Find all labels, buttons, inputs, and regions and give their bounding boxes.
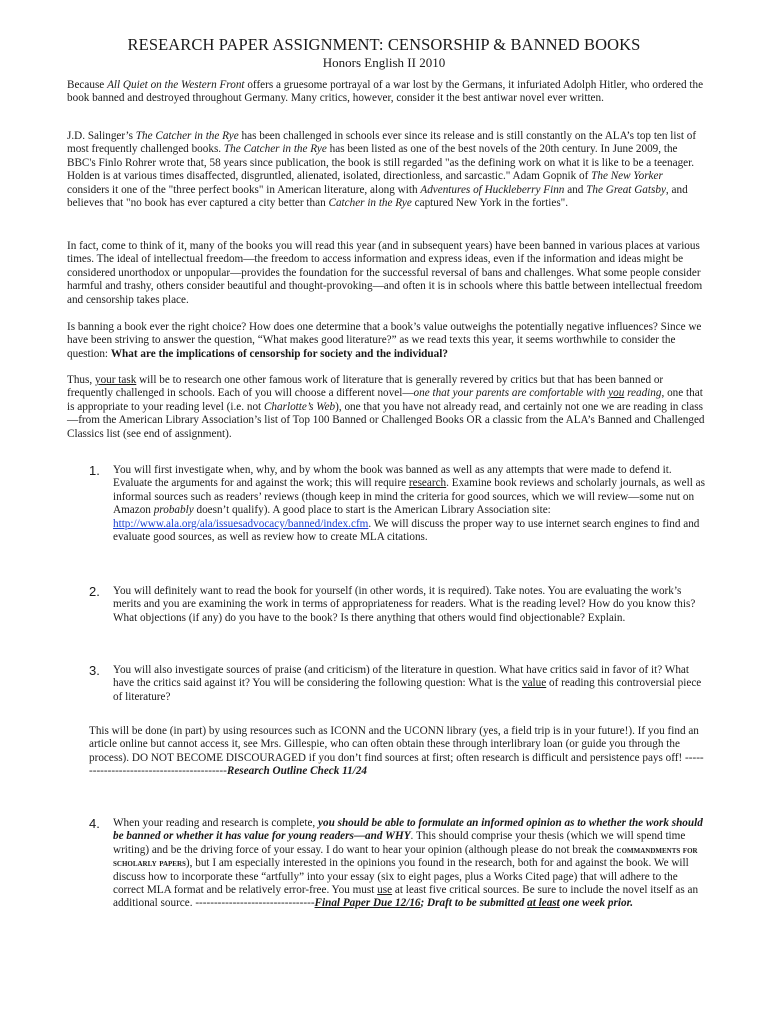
text-run: offers a gruesome portrayal of a war lost by the Germans, it infuriated Adolph Hitler, who ordered the book banned and destroyed throughout Germany. Many critics, however, consider it the best antiwar novel ever written. — [67, 79, 704, 105]
text-run: , and believes that "no book has ever captured a city better than — [67, 183, 688, 210]
list-number: 2. — [89, 584, 100, 599]
text-run: at least — [527, 897, 560, 910]
book-title: Adventures of Huckleberry Finn — [420, 183, 565, 196]
text-run: Because — [67, 79, 108, 91]
text-run: has been challenged in schools ever since its release and is still constantly on the ALA’s top ten list of most frequently challenged books. — [67, 130, 697, 156]
book-title: Catcher in the Rye — [328, 197, 412, 210]
intro-paragraph-5 — [67, 374, 707, 441]
text-run: research — [408, 477, 447, 490]
book-title: The Catcher in the Rye — [135, 130, 239, 142]
intro-paragraph-4 — [67, 321, 707, 361]
text-run: , one that is appropriate to your reading level (i.e. not — [67, 387, 703, 413]
text-run: will be to research one other famous work of literature that is generally revered by critics but that has been banned or frequently challenged in schools. Each of you will choose a different novel— — [67, 374, 664, 400]
text-run: . This should comprise your thesis (which we will spend time writing) and be the driving force of your essay. I do want to hear your opinion (although please do not break the — [113, 830, 686, 856]
outline-deadline: Research Outline Check 11/24 — [226, 765, 368, 778]
text-run: captured New York in the forties". — [411, 197, 569, 210]
list-number: 4. — [89, 816, 100, 831]
text-run: and — [564, 183, 587, 196]
text-run: you — [608, 387, 625, 400]
book-title: The Catcher in the Rye — [223, 143, 327, 156]
text-run: ), one that you have not already read, and certainly not one we are reading in class—from the American Library Association’s list of Top 100 Banned or Challenged Books OR a classic from the ALA’s Banned and Challenged Classics list (see end of assignment). — [67, 400, 705, 440]
ala-link[interactable]: http://www.ala.org/ala/issuesadvocacy/banned/index.cfm — [113, 517, 369, 530]
text-run: Thus, — [67, 374, 95, 386]
text-run: . Examine book reviews and scholarly journals, as well as informal sources such as readers’ reviews (though keep in mind the criteria for good sources, which we will review—some nut on Amazon — [113, 477, 705, 517]
text-run: value — [522, 677, 547, 690]
guiding-question: What are the implications of censorship for society and the individual? — [110, 347, 448, 360]
text-run: has been listed as one of the best novels of the 20th century. In June 2009, the BBC's Finlo Rohrer wrote that, 58 years since publication, the book is still regarded "as the defining work on what it is like to be a teenager. Holden is at various times disaffected, disgruntled, alienated, isolated, directionless, and sarcastic." Adam Gopnik of — [67, 143, 695, 183]
text-run: commandments for scholarly papers — [113, 844, 698, 870]
list-number: 1. — [89, 463, 100, 478]
text-run: ), but I am especially interested in the opinions you found in the research, both for and against the book. We will discuss how to incorporate these “artfully” into your essay (six to eight pages, plus a Works Cited page) that will adhere to the correct MLA format and be relatively error-free. You must — [113, 857, 689, 897]
text-run: . We will discuss the proper way to use internet search engines to find and evaluate good sources, as well as review how to create MLA citations. — [113, 517, 700, 544]
text-run: considers it one of the "three perfect books" in American literature, along with — [67, 183, 421, 196]
page-title: RESEARCH PAPER ASSIGNMENT: CENSORSHIP & BANNED BOOKS — [127, 35, 641, 54]
text-run: probably — [153, 504, 194, 517]
text-run: your task — [94, 374, 137, 386]
text-run: Is banning a book ever the right choice? How does one determine that a book’s value outweighs the potentially negative influences? Since we have been striving to answer the question, “What makes good literature?” as we read texts this year, it seems worthwhile to consider the question: — [67, 321, 702, 360]
book-title: All Quiet on the Western Front — [107, 79, 245, 91]
text-run: one week prior. — [559, 897, 634, 910]
text-run: You will first investigate when, why, and by whom the book was banned as well as any attempts that were made to defend it. Evaluate the arguments for and against the work; this will require — [113, 464, 672, 490]
text-run: J.D. Salinger’s — [67, 130, 136, 142]
intro-paragraph-2 — [67, 130, 707, 210]
text-run: one that your parents are comfortable with — [413, 387, 609, 400]
text-run: You will also investigate sources of praise (and criticism) of the literature in question. What have critics said in favor of it? What have the critics said against it? You will be considering the following question: What is the — [113, 664, 690, 690]
thesis-emphasis: you should be able to formulate an informed opinion as to whether the work should be banned or whether it has value for young readers—and WHY — [113, 817, 703, 843]
book-title: Charlotte’s Web — [263, 400, 336, 413]
text-run: doesn’t qualify). A good place to start is the American Library Association site: — [193, 504, 551, 517]
final-deadline: Final Paper Due 12/16 — [314, 897, 421, 910]
text-run: When your reading and research is complete, — [113, 817, 319, 829]
list-item-text: You will definitely want to read the book for yourself (in other words, it is required). Take notes. You are evaluating the work’s merits and you are examining the work in terms of appropriateness for readers. What is the reading level? How do you know this? What objections (if any) do you have to the book? Is there anything that others would find objectionable? Explain. — [113, 585, 696, 624]
text-run: use — [377, 884, 393, 897]
page-subtitle: Honors English II 2010 — [322, 55, 446, 70]
text-run: ; Draft to be submitted — [420, 897, 528, 910]
text-run: of reading this controversial piece of literature? — [113, 677, 702, 703]
intro-paragraph-1 — [67, 79, 707, 106]
list-item-text — [113, 817, 707, 911]
magazine-title: The New Yorker — [591, 170, 663, 183]
list-item-text — [113, 464, 707, 544]
text-run: This will be done (in part) by using resources such as ICONN and the UCONN library (yes, a field trip is in your future!). If you find an article online but cannot access it, see Mrs. Gillespie, who can often obtain these through interlibrary loan (or guide you through the process). DO NOT BECOME DISCOURAGED if you don’t find sources at first; often research is difficult and persistence pays off! ------------------------------------------ — [89, 725, 704, 778]
text-run: reading — [624, 387, 662, 400]
list-item-text — [113, 664, 707, 704]
book-title: The Great Gatsby — [586, 183, 666, 196]
outline-paragraph — [89, 725, 707, 779]
intro-paragraph-3: In fact, come to think of it, many of the books you will read this year (and in subsequent years) have been banned in various places at various times. The ideal of intellectual freedom—the freedom to access information and express ideas, even if the information and ideas might be considered unorthodox or unpopular—provides the foundation for the successful reversal of bans and challenges. What some people consider harmful and trashy, others consider beautiful and thought-provoking—and often it is in schools where this battle between intellectual freedom and censorship takes place. — [67, 240, 703, 306]
text-run: at least five critical sources. Be sure to include the novel itself as an additional source. -------------------------------- — [113, 884, 699, 910]
list-number: 3. — [89, 663, 100, 678]
